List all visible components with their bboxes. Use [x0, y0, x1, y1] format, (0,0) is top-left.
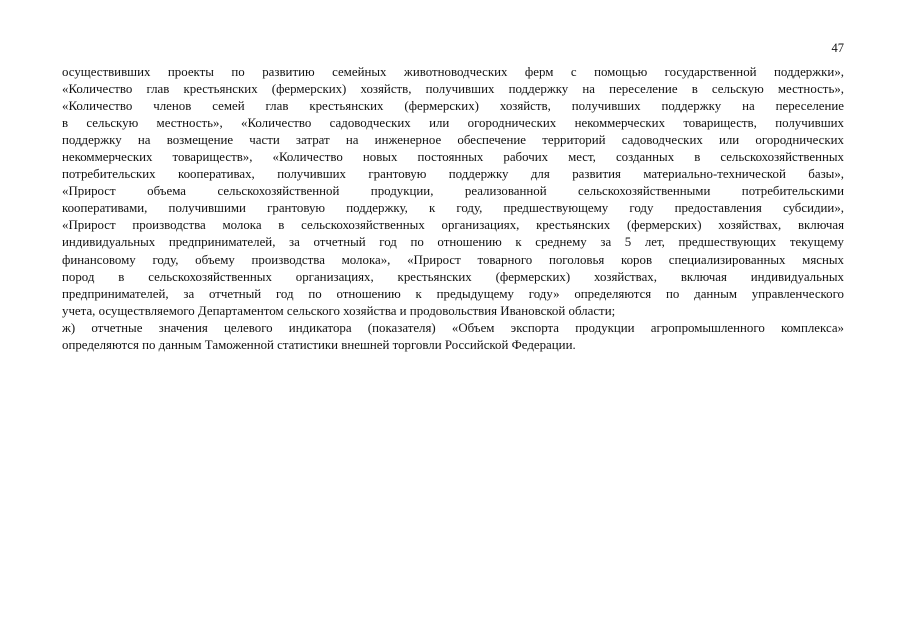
text-line: пород в сельскохозяйственных организациях, крестьянских (фермерских) хозяйствах, включая индивидуальных: [62, 269, 844, 284]
text-line: индивидуальных предпринимателей, за отчетный год по отношению к среднему за 5 лет, предшествующих текущему: [62, 235, 844, 250]
text-line: «Прирост объема сельскохозяйственной продукции, реализованной сельскохозяйственными потребительскими: [62, 184, 844, 199]
page-number: 47: [831, 41, 844, 55]
text-line: «Количество членов семей глав крестьянских (фермерских) хозяйств, получивших поддержку на переселение: [62, 99, 844, 114]
text-line: ж) отчетные значения целевого индикатора (показателя) «Объем экспорта продукции агропромышленного комплекса»: [62, 320, 844, 335]
text-line: учета, осуществляемого Департаментом сельского хозяйства и продовольствия Ивановской области;: [62, 303, 616, 318]
body-text: [62, 64, 844, 354]
text-line: кооперативами, получившими грантовую поддержку, к году, предшествующему году предоставления субсидии»,: [62, 201, 844, 216]
text-line: в сельскую местность», «Количество садоводческих или огороднических некоммерческих товариществ, получивших: [62, 116, 844, 131]
text-line: предпринимателей, за отчетный год по отношению к предыдущему году» определяются по данным управленческого: [62, 286, 844, 301]
text-line: «Количество глав крестьянских (фермерских) хозяйств, получивших поддержку на переселение в сельскую местность»,: [62, 82, 844, 97]
text-line: потребительских кооперативах, получивших грантовую поддержку для развития материально-технической базы»,: [62, 167, 844, 182]
text-line: «Прирост производства молока в сельскохозяйственных организациях, крестьянских (фермерских) хозяйствах, включая: [62, 218, 844, 233]
text-line: финансовому году, объему производства молока», «Прирост товарного поголовья коров специализированных мясных: [62, 252, 844, 267]
text-line: поддержку на возмещение части затрат на инженерное обеспечение территорий садоводческих или огороднических: [62, 133, 844, 148]
text-line: осуществивших проекты по развитию семейных животноводческих ферм с помощью государственной поддержки»,: [62, 65, 844, 79]
text-line: некоммерческих товариществ», «Количество новых постоянных рабочих мест, созданных в сельскохозяйственных: [62, 150, 844, 165]
text-line: определяются по данным Таможенной статистики внешней торговли Российской Федерации.: [62, 337, 576, 352]
